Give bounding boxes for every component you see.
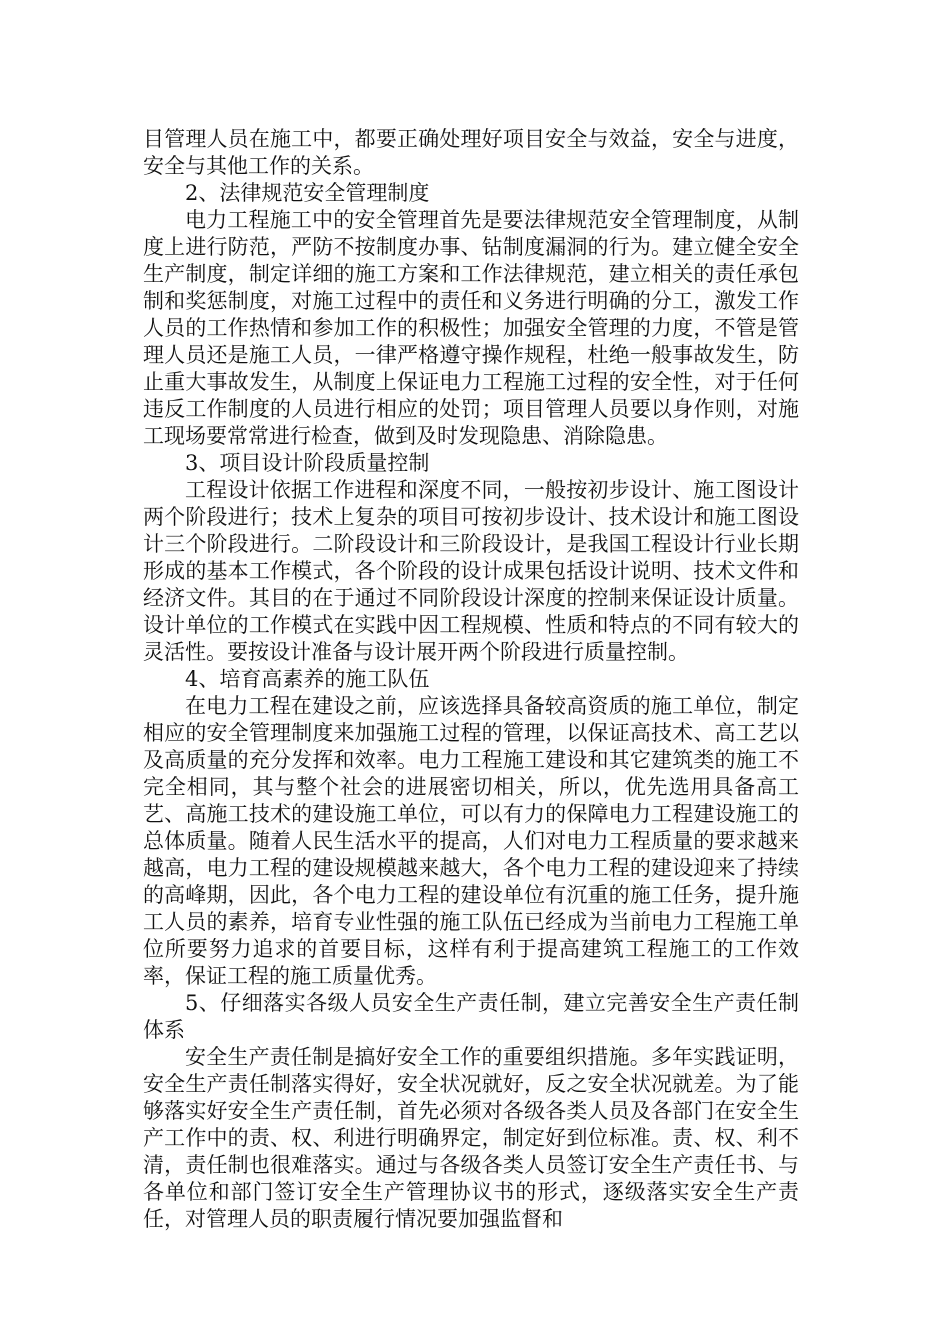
document-body [143, 126, 799, 1233]
paragraph-design-quality-control: 工程设计依据工作进程和深度不同，一般按初步设计、施工图设计两个阶段进行；技术上复杂的项目可按初步设计、技术设计和施工图设计三个阶段进行。二阶段设计和三阶段设计，是我国工程设计行业长期形成的基本工作模式，各个阶段的设计成果包括设计说明、技术文件和经济文件。其目的在于通过不同阶段设计深度的控制来保证设计质量。设计单位的工作模式在实践中因工程规模、性质和特点的不同有较大的灵活性。要按设计准备与设计展开两个阶段进行质量控制。 [143, 478, 799, 664]
heading-construction-team: 4、培育高素养的施工队伍 [185, 667, 430, 691]
paragraph-continuation: 目管理人员在施工中，都要正确处理好项目安全与效益，安全与进度，安全与其他工作的关系。 [143, 127, 799, 178]
paragraph-construction-team: 在电力工程在建设之前，应该选择具备较高资质的施工单位，制定相应的安全管理制度来加强施工过程的管理，以保证高技术、高工艺以及高质量的充分发挥和效率。电力工程施工建设和其它建筑类的施工不完全相同，其与整个社会的进展密切相关，所以，优先选用具备高工艺、高施工技术的建设施工单位，可以有力的保障电力工程建设施工的总体质量。随着人民生活水平的提高，人们对电力工程质量的要求越来越高，电力工程的建设规模越来越大，各个电力工程的建设迎来了持续的高峰期，因此，各个电力工程的建设单位有沉重的施工任务，提升施工人员的素养，培育专业性强的施工队伍已经成为当前电力工程施工单位所要努力追求的首要目标，这样有利于提高建筑工程施工的工作效率，保证工程的施工质量优秀。 [143, 694, 799, 988]
heading-legal-safety-system: 2、法律规范安全管理制度 [185, 181, 430, 205]
paragraph-responsibility-system: 安全生产责任制是搞好安全工作的重要组织措施。多年实践证明，安全生产责任制落实得好，安全状况就好，反之安全状况就差。为了能够落实好安全生产责任制，首先必须对各级各类人员及各部门在安全生产工作中的责、权、利进行明确界定，制定好到位标准。责、权、利不清，责任制也很难落实。通过与各级各类人员签订安全生产责任书、与各单位和部门签订安全生产管理协议书的形式，逐级落实安全生产责任，对管理人员的职责履行情况要加强监督和 [143, 1045, 799, 1231]
heading-responsibility-system: 5、仔细落实各级人员安全生产责任制，建立完善安全生产责任制体系 [143, 991, 799, 1042]
paragraph-safety-system: 电力工程施工中的安全管理首先是要法律规范安全管理制度，从制度上进行防范，严防不按制度办事、钻制度漏洞的行为。建立健全安全生产制度，制定详细的施工方案和工作法律规范，建立相关的责任承包制和奖惩制度，对施工过程中的责任和义务进行明确的分工，激发工作人员的工作热情和参加工作的积极性；加强安全管理的力度，不管是管理人员还是施工人员，一律严格遵守操作规程，杜绝一般事故发生，防止重大事故发生，从制度上保证电力工程施工过程的安全性，对于任何违反工作制度的人员进行相应的处罚；项目管理人员要以身作则，对施工现场要常常进行检查，做到及时发现隐患、消除隐患。 [143, 208, 799, 448]
heading-design-quality-control: 3、项目设计阶段质量控制 [185, 451, 430, 475]
